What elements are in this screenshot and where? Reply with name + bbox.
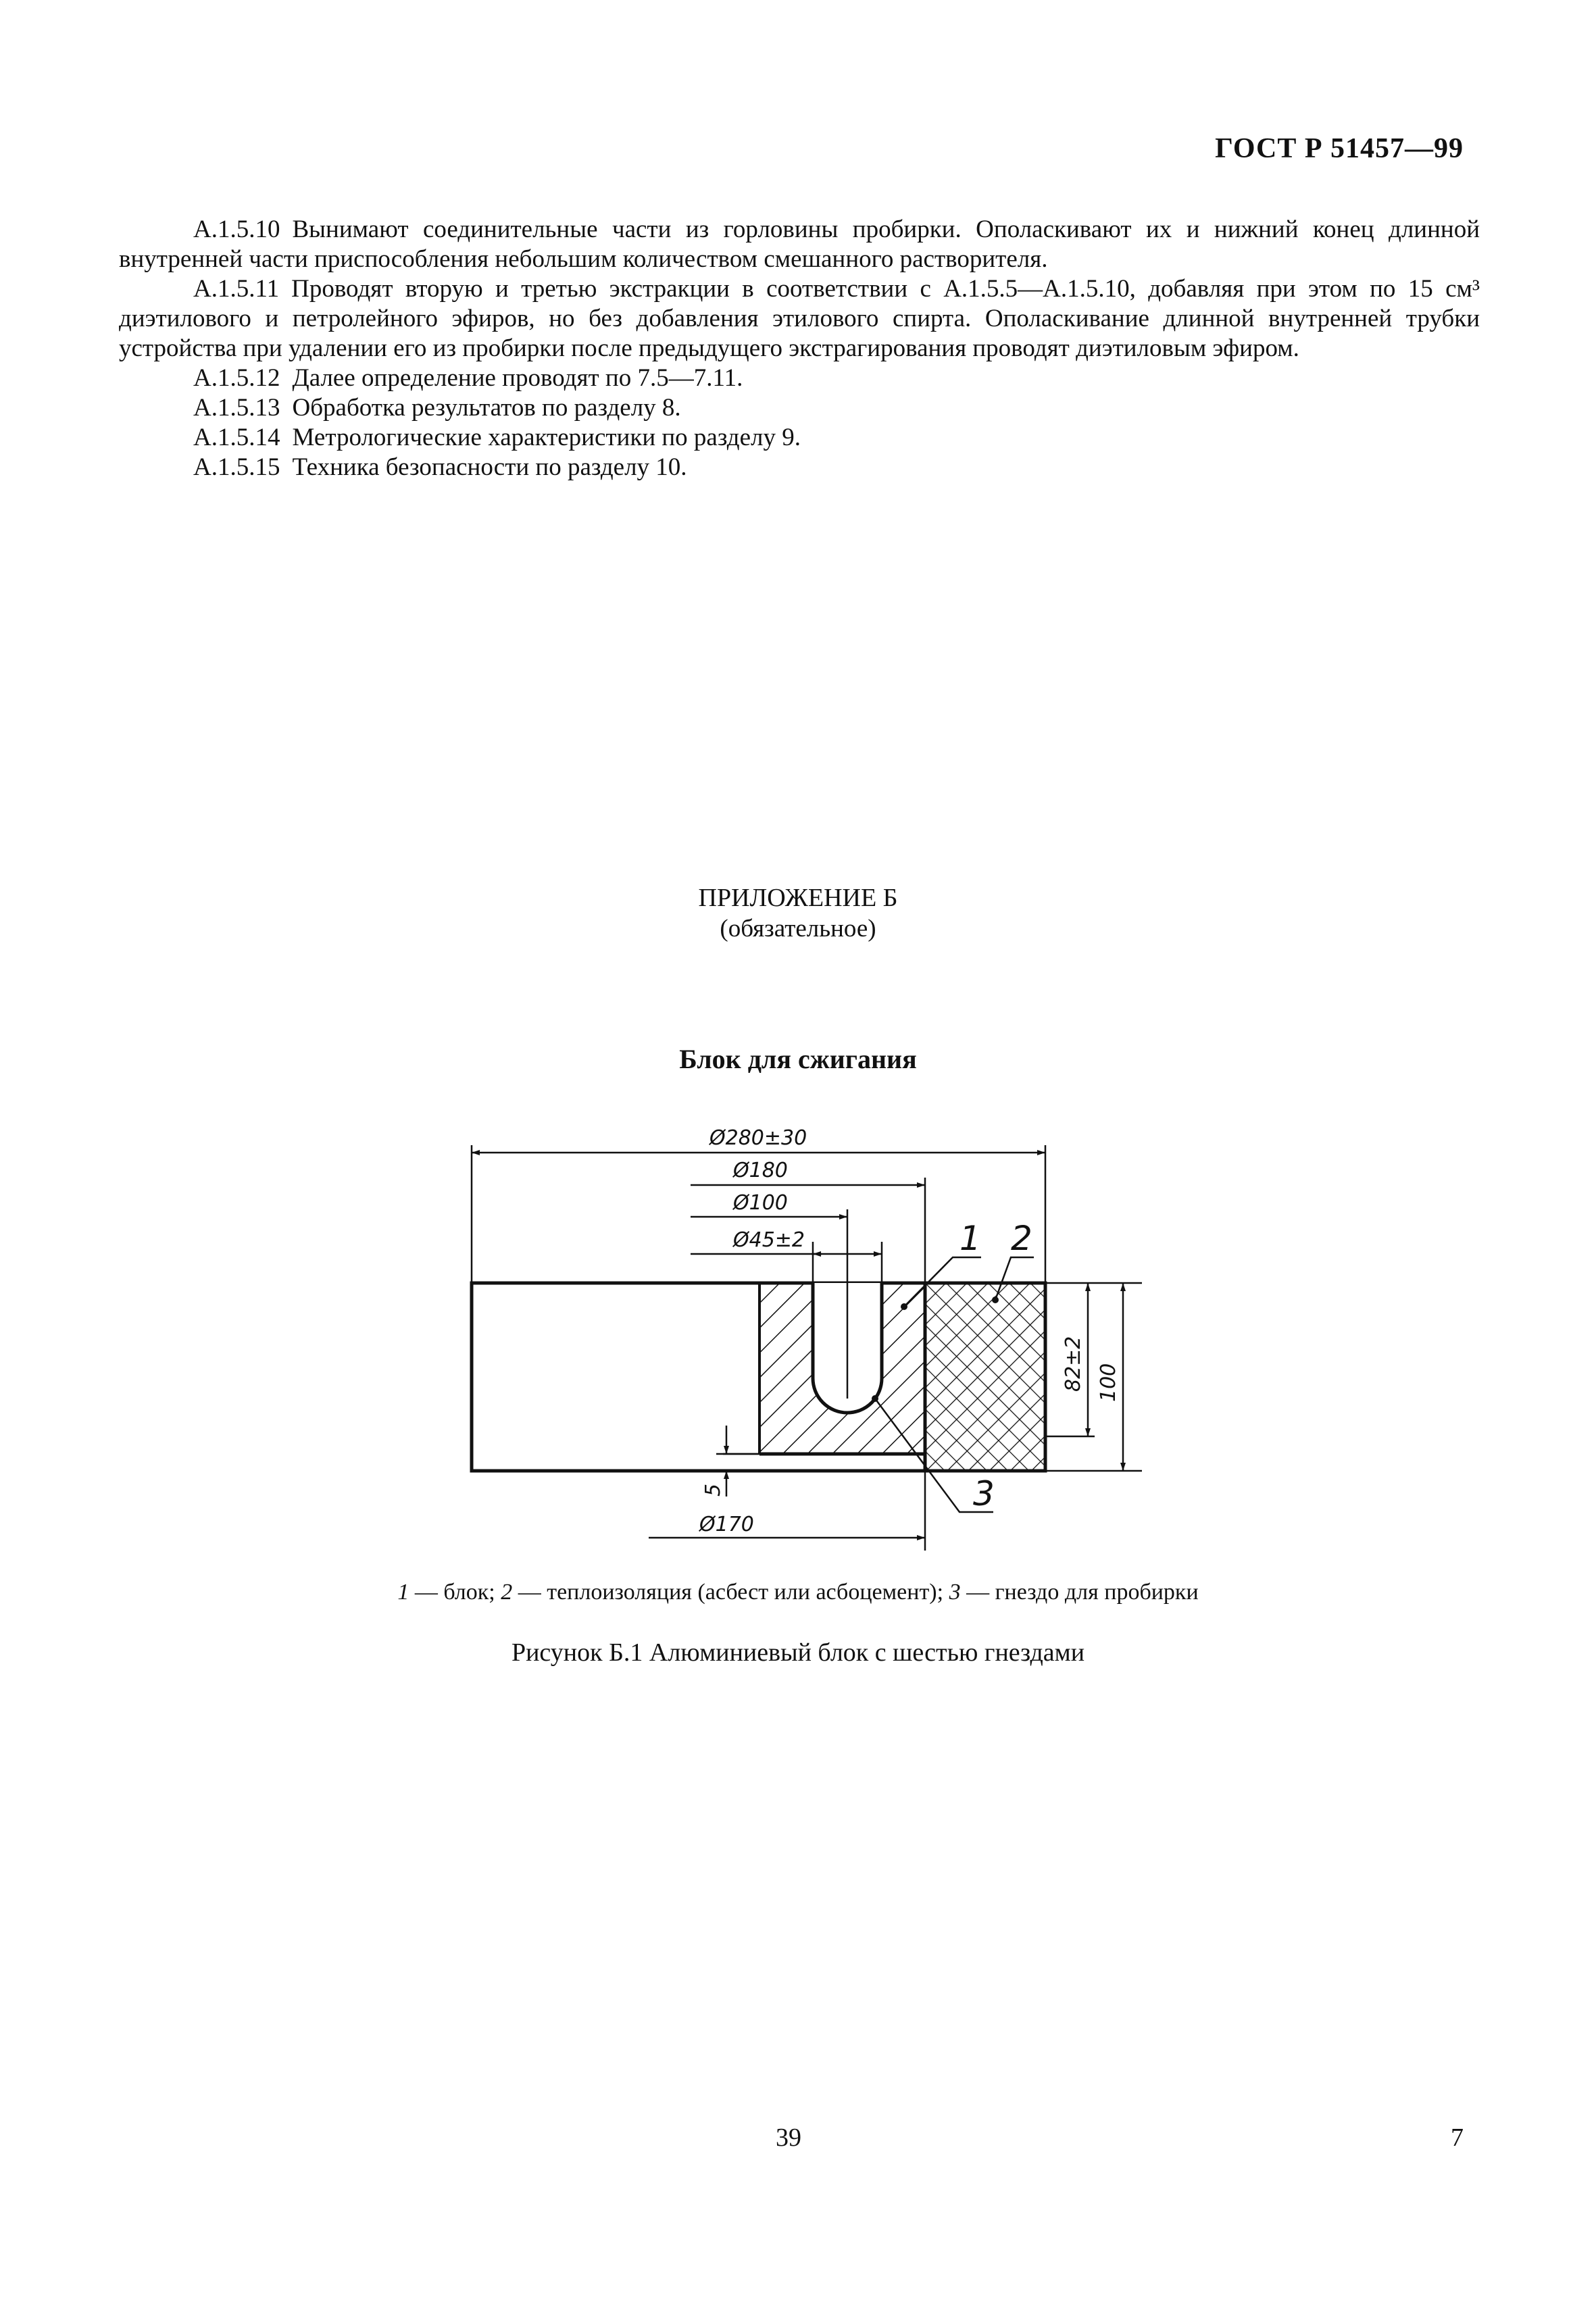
document-code: ГОСТ Р 51457—99 — [1215, 133, 1464, 164]
legend-num-1: 1 — [397, 1580, 409, 1605]
legend-text-3: — гнездо для пробирки — [960, 1580, 1199, 1605]
paragraph-number: А.1.5.10 — [193, 216, 280, 243]
paragraph-number: А.1.5.15 — [193, 453, 280, 481]
position-label-1: 1 — [959, 1219, 981, 1258]
paragraph-text: Техника безопасности по разделу 10. — [292, 453, 687, 481]
paragraph-number: А.1.5.12 — [193, 364, 280, 392]
paragraph-text: Метрологические характеристики по разделу 9. — [292, 424, 801, 451]
dim-text-d280: Ø280±30 — [709, 1126, 807, 1150]
dim-text-d100: Ø100 — [733, 1191, 788, 1215]
paragraph-text: Далее определение проводят по 7.5—7.11. — [292, 364, 743, 392]
paragraph-text: Вынимают соединительные части из горловины пробирки. Ополаскивают их и нижний конец длинной внутренней части приспособления небольшим количеством смешанного растворителя. — [119, 216, 1480, 273]
leader-3-dot — [872, 1395, 878, 1402]
figure-legend — [0, 1580, 1596, 1605]
leader-2-dot — [992, 1297, 999, 1303]
paragraph-number: А.1.5.13 — [193, 394, 280, 422]
leader-1-dot — [901, 1303, 907, 1310]
figure-caption: Рисунок Б.1 Алюминиевый блок с шестью гнездами — [511, 1638, 1085, 1667]
position-label-3: 3 — [973, 1474, 995, 1513]
figure-title: Блок для сжигания — [679, 1044, 917, 1074]
paragraph-number: А.1.5.11 — [193, 275, 280, 303]
appendix-subtitle: (обязательное) — [720, 915, 876, 942]
legend-text-1: — блок; — [409, 1580, 501, 1605]
position-label-2: 2 — [1011, 1219, 1032, 1258]
paragraph-number: А.1.5.14 — [193, 424, 280, 451]
legend-text-2: — теплоизоляция (асбест или асбоцемент); — [512, 1580, 949, 1605]
appendix-title: ПРИЛОЖЕНИЕ Б — [698, 884, 898, 912]
dim-text-h82: 82±2 — [1062, 1336, 1085, 1392]
paragraph-text: Обработка результатов по разделу 8. — [292, 394, 681, 422]
dim-text-h100: 100 — [1097, 1363, 1120, 1402]
dim-text-d170: Ø170 — [699, 1513, 754, 1536]
dim-text-d45: Ø45±2 — [733, 1228, 805, 1252]
dim-text-gap5: 5 — [701, 1483, 725, 1496]
legend-num-3: 3 — [949, 1580, 961, 1605]
legend-num-2: 2 — [501, 1580, 513, 1605]
page-number: 39 — [776, 2123, 801, 2152]
paragraph-text: Проводят вторую и третью экстракции в соответствии с А.1.5.5—А.1.5.10, добавляя при этом по 15 см³ диэтилового и петролейного эфиров, но без добавления этилового спирта. Ополаскивание длинной внутренней трубки устройства при удалении его из пробирки после предыдущего экстрагирования проводят диэтиловым эфиром. — [119, 275, 1480, 362]
insulation-section-hatch — [925, 1283, 1045, 1471]
dim-text-d180: Ø180 — [733, 1159, 788, 1182]
page-number-alt: 7 — [1451, 2123, 1464, 2152]
